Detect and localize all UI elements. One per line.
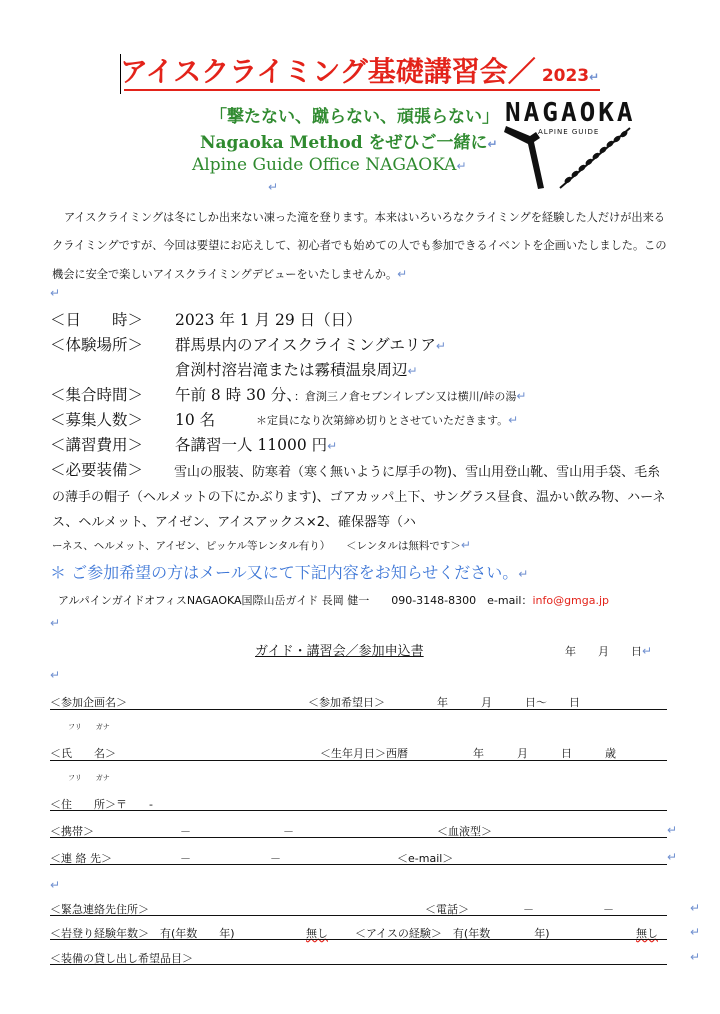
mobile-field-line[interactable] — [50, 837, 667, 838]
meet-value — [175, 383, 526, 405]
method-text: Nagaoka Method をぜひご一緒に — [200, 133, 488, 153]
mobile-label: ＜携帯＞ — [50, 825, 94, 838]
place-text-2: 倉渕村溶岩滝または霧積温泉周辺 — [175, 361, 408, 379]
return-mark: ↵ — [667, 823, 678, 837]
ice-axe-logo — [500, 118, 640, 192]
return-mark: ↵ — [50, 286, 61, 300]
notice-text: ＊ ご参加希望の方はメール又にて下記内容をお知らせください。 — [50, 563, 519, 582]
capacity-note — [256, 412, 518, 428]
emergency-label: ＜緊急連絡先住所＞ — [50, 903, 149, 916]
equip-note-text: ーネス、ヘルメット、アイゼン、ピッケル等レンタル有り） ＜レンタルは無料です＞ — [52, 540, 461, 552]
office-text: Alpine Guide Office NAGAOKA — [192, 155, 457, 175]
address-field-line[interactable] — [50, 810, 667, 811]
contact-email[interactable]: info@gmga.jp — [532, 594, 610, 607]
meet-time: 午前 8 時 30 分、 — [175, 386, 295, 404]
return-mark: ↵ — [50, 668, 61, 682]
fee-text: 各講習一人 11000 円 — [175, 436, 328, 454]
climb-none[interactable]: 無し — [306, 927, 328, 940]
place-value-2 — [175, 358, 418, 380]
fee-label: ＜講習費用＞ — [50, 436, 144, 454]
return-mark: ↵ — [642, 644, 653, 658]
furigana-address: フリ ガナ — [68, 774, 110, 782]
place-label: ＜体験場所＞ — [50, 336, 144, 354]
meet-label: ＜集合時間＞ — [50, 386, 144, 404]
return-mark: ↵ — [518, 567, 529, 581]
form-date-header — [565, 643, 652, 659]
birth-label: ＜生年月日＞西暦 — [320, 747, 408, 760]
equip-text: 雪山の服装、防寒着（寒く無いように厚手の物)、雪山用登山靴、雪山用手袋、毛糸の薄手の帽子（ヘルメットの下にかぶります)、ゴアカッパ上下、サングラス昼食、温かい飲み物、ハーネス、ヘルメット、アイゼン、アイスアックス×2、確保器等（ハ — [52, 465, 666, 530]
capacity-value: 10 名 — [175, 411, 216, 429]
rental-label: ＜装備の貸し出し希望品目＞ — [50, 952, 193, 965]
slogan: 「撃たない、蹴らない、頑張らない」 — [210, 107, 499, 127]
place-text-1: 群馬県内のアイスクライミングエリア — [175, 336, 436, 354]
wish-date: 年 月 日〜 日 — [437, 696, 580, 709]
furigana-name: フリ ガナ — [68, 723, 110, 731]
contact-text: アルパインガイドオフィスNAGAOKA国際山岳ガイド 長岡 健一 090-3148-8300 e-mail： — [58, 594, 533, 607]
address-label: ＜住 所＞〒 - — [50, 798, 153, 811]
return-mark: ↵ — [690, 950, 701, 964]
return-mark: ↵ — [589, 70, 600, 84]
emergency-field-line[interactable] — [50, 915, 667, 916]
contact-line — [58, 592, 609, 608]
return-mark: ↵ — [460, 538, 471, 552]
logo-name: NAGAOKA — [505, 98, 636, 128]
office-line — [192, 155, 467, 175]
return-mark: ↵ — [268, 180, 279, 194]
return-mark: ↵ — [50, 616, 61, 630]
return-mark: ↵ — [690, 901, 701, 915]
tel-label: ＜電話＞ — [425, 903, 469, 916]
return-mark: ↵ — [50, 878, 61, 892]
contact-dash-1: － — [180, 852, 191, 865]
title-year: 2023 — [541, 66, 590, 86]
birth-date: 年 月 日 歳 — [473, 747, 616, 760]
return-mark: ↵ — [456, 159, 467, 173]
return-mark: ↵ — [508, 413, 519, 427]
equip-label: ＜必要装備＞ — [50, 461, 144, 479]
name-label: ＜氏 名＞ — [50, 747, 116, 760]
place-value-1 — [175, 333, 446, 355]
contact-field-line[interactable] — [50, 864, 667, 865]
title-underline — [124, 89, 600, 91]
return-mark: ↵ — [407, 364, 418, 378]
rental-field-line[interactable] — [50, 964, 667, 965]
logo-subtitle: ALPINE GUIDE — [538, 128, 600, 136]
meet-note: ：倉渕三ノ倉セブンイレブン又は横川/峠の湯 — [294, 390, 517, 403]
email-label: ＜e-mail＞ — [397, 852, 454, 865]
return-mark: ↵ — [397, 267, 408, 281]
blood-label: ＜血液型＞ — [437, 825, 492, 838]
plan-label: ＜参加企画名＞ — [50, 696, 127, 709]
plan-field-line[interactable] — [50, 709, 667, 710]
title-text: アイスクライミング基礎講習会／ — [120, 55, 536, 88]
name-field-line[interactable] — [50, 760, 667, 761]
contact-label: ＜連 絡 先＞ — [50, 852, 112, 865]
notice-line — [50, 560, 528, 583]
date-label: ＜日 時＞ — [50, 311, 144, 329]
date-value: 2023 年 1 月 29 日（日） — [175, 311, 362, 329]
experience-field-line[interactable] — [50, 939, 667, 940]
form-date-text: 年 月 日 — [565, 645, 642, 658]
capacity-note-text: ＊定員になり次第締め切りとさせていただきます。 — [256, 414, 509, 427]
form-title: ガイド・講習会／参加申込書 — [255, 644, 424, 659]
capacity-label: ＜募集人数＞ — [50, 411, 144, 429]
return-mark: ↵ — [327, 439, 338, 453]
contact-dash-2: － — [270, 852, 281, 865]
return-mark: ↵ — [435, 339, 446, 353]
ice-label: ＜アイスの経験＞ 有(年数 年) — [355, 927, 550, 940]
wish-label: ＜参加希望日＞ — [308, 696, 385, 709]
climb-label: ＜岩登り経験年数＞ 有(年数 年) — [50, 927, 235, 940]
page-title — [120, 50, 599, 90]
intro-text: アイスクライミングは冬にしか出来ない凍った滝を登ります。本来はいろいろなクライミングを経験した人だけが出来るクライミングですが、今回は要望にお応えして、初心者でも始めての人でも参加できるイベントを企画いたしました。この機会に安全で楽しいアイスクライミングデビューをいたしませんか。 — [52, 211, 667, 281]
fee-value — [175, 433, 337, 455]
return-mark: ↵ — [667, 850, 678, 864]
ice-none[interactable]: 無し — [636, 927, 658, 940]
mobile-dash-1: － — [180, 825, 191, 838]
mobile-dash-2: － — [283, 825, 294, 838]
equip-note — [52, 538, 471, 553]
intro-paragraph — [52, 204, 672, 289]
method-line — [200, 128, 498, 153]
tel-dash-2: － — [603, 903, 614, 916]
return-mark: ↵ — [487, 137, 498, 151]
tel-dash-1: － — [523, 903, 534, 916]
return-mark: ↵ — [690, 925, 701, 939]
return-mark: ↵ — [516, 389, 527, 403]
